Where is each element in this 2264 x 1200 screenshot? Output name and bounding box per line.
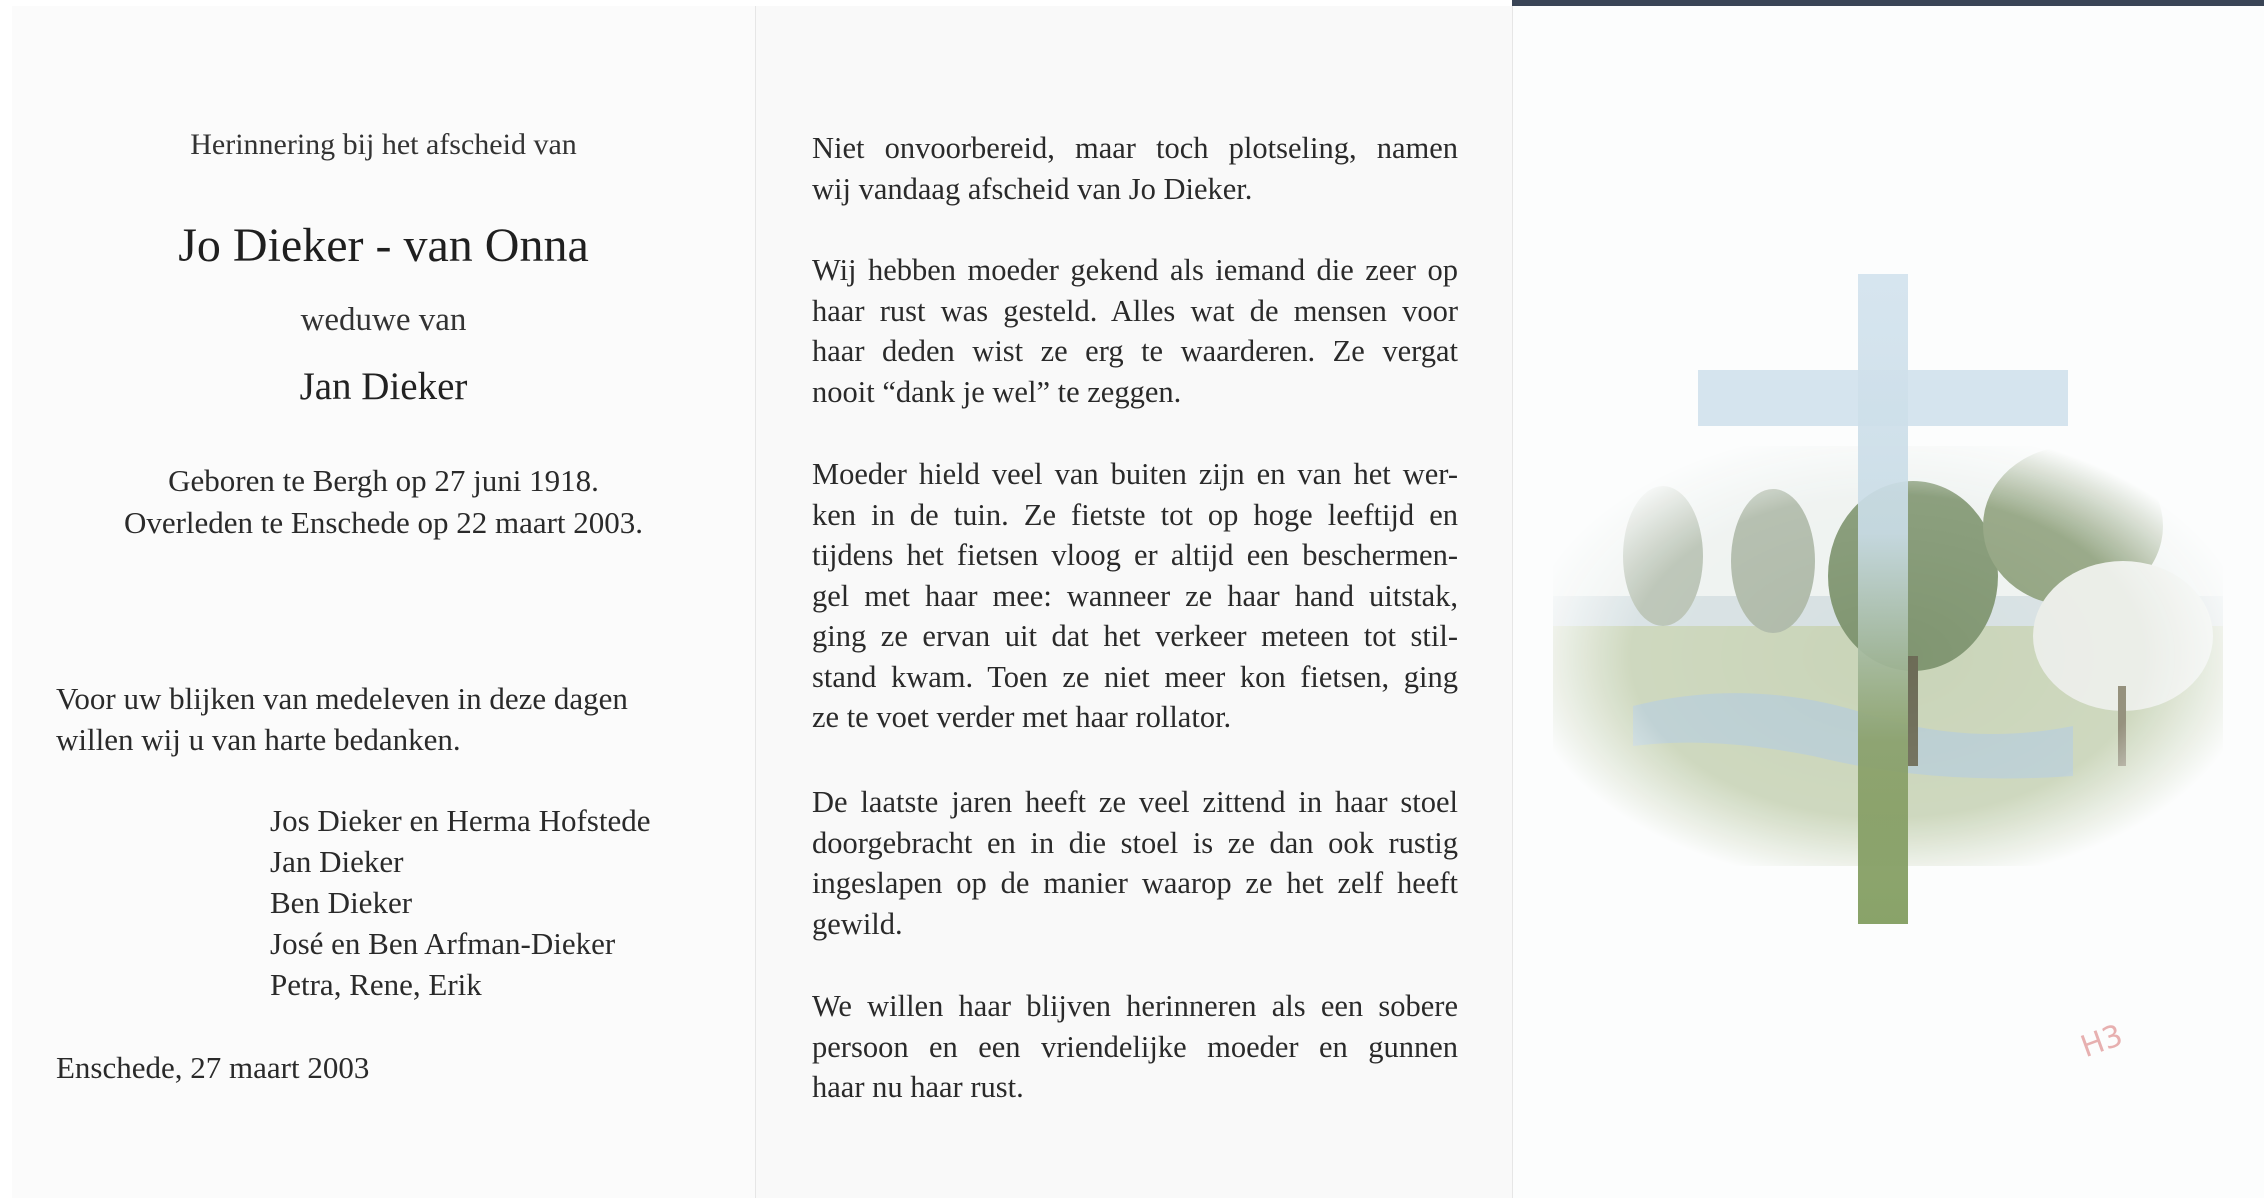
text-line: ging ze ervan uit dat het verkeer meteen tot stil- [812, 619, 1458, 653]
middle-panel [755, 6, 1513, 1198]
text-line: ze te voet verder met haar rollator. [812, 700, 1232, 734]
text-line: tijdens het fietsen vloog er altijd een beschermen- [812, 538, 1458, 572]
family-member: José en Ben Arfman-Dieker [270, 926, 616, 961]
right-panel [1512, 6, 2264, 1198]
family-member: Petra, Rene, Erik [270, 967, 482, 1002]
cross-upright [1858, 274, 1908, 924]
husband-name: Jan Dieker [299, 365, 468, 408]
text-line: Niet onvoorbereid, maar toch plotseling, namen [812, 131, 1458, 165]
paragraph [812, 782, 1458, 944]
family-member: Ben Dieker [270, 885, 413, 920]
text-line: persoon en een vriendelijke moeder en gunnen [812, 1029, 1458, 1064]
paragraph [812, 454, 1458, 738]
text-line: Moeder hield veel van buiten zijn en van het wer- [812, 457, 1458, 491]
death-line: Overleden te Enschede op 22 maart 2003. [123, 505, 644, 540]
widow-label: weduwe van [300, 302, 467, 338]
family-member: Jos Dieker en Herma Hofstede [270, 803, 651, 838]
left-panel [12, 6, 755, 1198]
text-line: haar nu haar rust. [812, 1070, 1024, 1104]
text-line: Wij hebben moeder gekend als iemand die zeer op [812, 253, 1458, 287]
text-line: haar rust was gesteld. Alles wat de mensen voor [812, 293, 1458, 328]
intro-text: Herinnering bij het afscheid van [190, 128, 577, 161]
text-line: gewild. [812, 906, 903, 941]
family-member: Jan Dieker [270, 844, 404, 879]
text-line: ken in de tuin. Ze fietste tot op hoge leeftijd en [812, 497, 1458, 532]
text-line: nooit “dank je wel” te zeggen. [812, 374, 1182, 409]
text-line: De laatste jaren heeft ze veel zittend in haar stoel [812, 785, 1458, 819]
life-dates [12, 460, 755, 544]
text-line: stand kwam. Toen ze niet meer kon fietsen, ging [812, 659, 1458, 694]
paragraph [812, 250, 1458, 412]
deceased-name: Jo Dieker - van Onna [178, 219, 589, 272]
text-line: ingeslapen op de manier waarop ze het zelf heeft [812, 866, 1458, 900]
thanks-line: willen wij u van harte bedanken. [56, 722, 461, 757]
family-list [270, 800, 650, 1005]
text-line: wij vandaag afscheid van Jo Dieker. [812, 171, 1253, 206]
text-line: doorgebracht en in die stoel is ze dan ook rustig [812, 825, 1458, 860]
thanks-text [56, 678, 716, 760]
paragraph [812, 128, 1458, 209]
birth-line: Geboren te Bergh op 27 juni 1918. [168, 463, 599, 498]
stamp-mark: H3 [2076, 1017, 2128, 1066]
text-line: haar deden wist ze erg te waarderen. Ze vergat [812, 334, 1458, 368]
text-line: We willen haar blijven herinneren als een sobere [812, 989, 1458, 1023]
thanks-line: Voor uw blijken van medeleven in deze dagen [56, 681, 628, 716]
place-date: Enschede, 27 maart 2003 [56, 1050, 370, 1085]
paragraph [812, 986, 1458, 1108]
text-line: gel met haar mee: wanneer ze haar hand uitstak, [812, 578, 1458, 613]
